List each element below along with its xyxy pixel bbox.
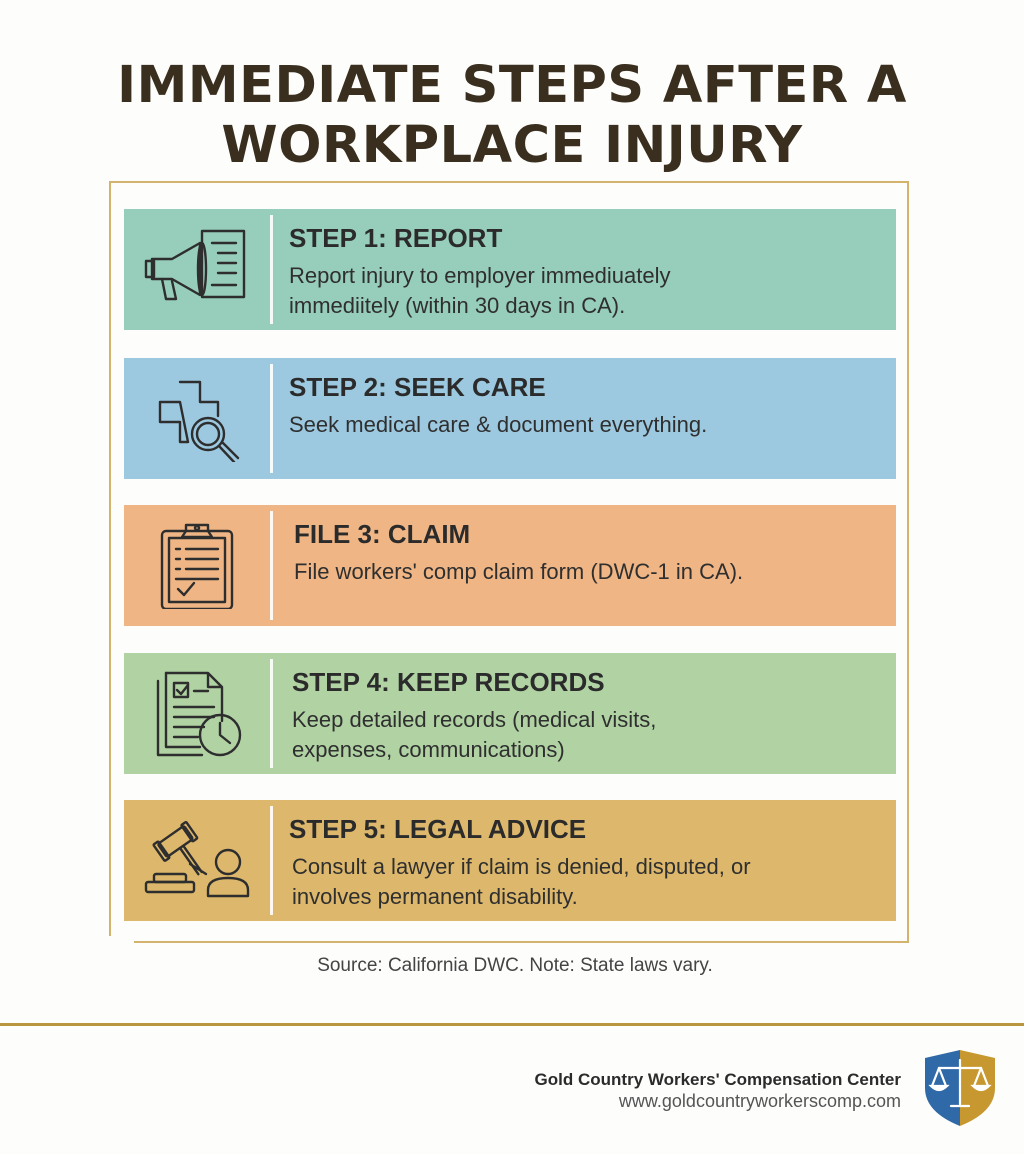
step-divider — [270, 659, 273, 768]
organization-name: Gold Country Workers' Compensation Center — [534, 1070, 901, 1089]
step-heading: STEP 1: REPORT — [289, 223, 503, 253]
title-line-1: IMMEDIATE STEPS AFTER A — [117, 56, 907, 115]
step-keep-records — [124, 653, 896, 774]
step-heading: FILE 3: CLAIM — [294, 519, 471, 549]
step-seek-care — [124, 358, 896, 479]
step-heading: STEP 4: KEEP RECORDS — [292, 667, 605, 697]
medical-cross-magnifier-icon — [142, 376, 254, 462]
scales-shield-logo — [921, 1048, 999, 1128]
step-file-claim — [124, 505, 896, 626]
step-description: Keep detailed records (medical visits, expenses, communications) — [292, 707, 657, 762]
step-heading: STEP 5: LEGAL ADVICE — [289, 814, 587, 844]
step-divider — [270, 364, 273, 473]
step-description: Consult a lawyer if claim is denied, disputed, or involves permanent disability. — [292, 854, 751, 909]
frame-gap — [108, 936, 134, 944]
step-divider — [270, 511, 273, 620]
source-note: Source: California DWC. Note: State laws vary. — [317, 955, 713, 976]
website-link[interactable]: www.goldcountryworkerscomp.com — [618, 1091, 901, 1111]
step-report — [124, 209, 896, 330]
documents-clock-icon — [142, 671, 254, 757]
step-divider — [270, 806, 273, 915]
title-line-2: WORKPLACE INJURY — [221, 116, 803, 175]
step-heading: STEP 2: SEEK CARE — [289, 372, 546, 402]
step-divider — [270, 215, 273, 324]
step-legal-advice — [124, 800, 896, 921]
megaphone-document-icon — [142, 227, 254, 313]
step-description: Seek medical care & document everything. — [289, 412, 708, 437]
step-description: File workers' comp claim form (DWC-1 in CA). — [294, 559, 744, 584]
step-description: Report injury to employer immediuately immediitely (within 30 days in CA). — [289, 263, 671, 318]
page-title — [0, 56, 1024, 176]
footer-divider — [0, 1023, 1024, 1026]
gavel-person-icon — [142, 818, 254, 904]
clipboard-checklist-icon — [142, 523, 254, 609]
